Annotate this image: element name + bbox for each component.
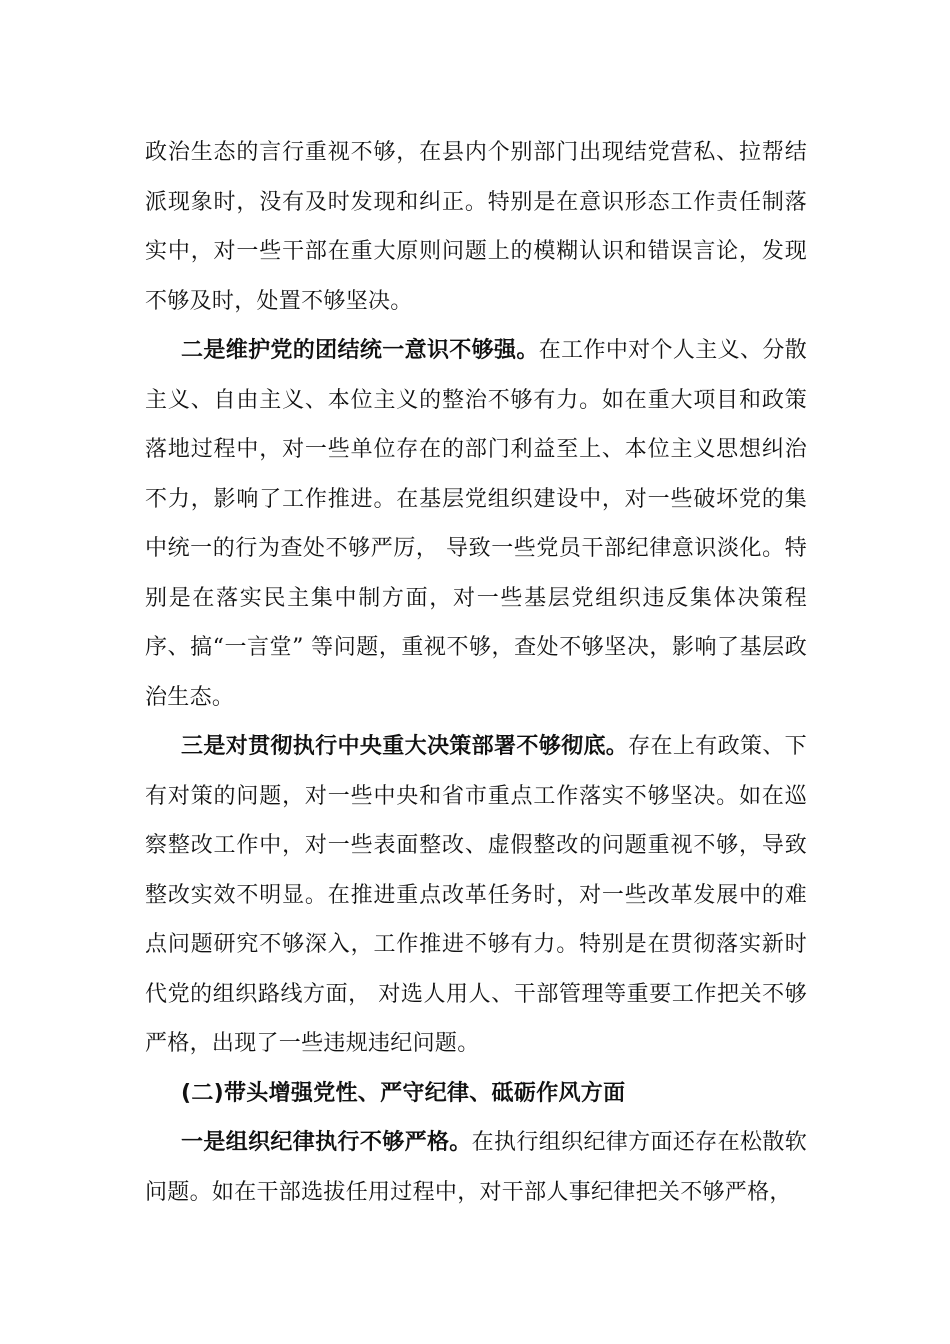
section-heading-text: (二)带头增强党性、严守纪律、砥砺作风方面 [181, 1080, 626, 1106]
paragraph-continuation [145, 128, 807, 326]
document-body [145, 128, 807, 1217]
paragraph-lead: 二是维护党的团结统一意识不够强。 [181, 337, 539, 363]
paragraph-lead: 三是对贯彻执行中央重大决策部署不够彻底。 [181, 733, 629, 759]
paragraph-text: 在执行组织纪律方面还存在松散软问题。如在干部选拔任用过程中，对干部人事纪律把关不够严格， [145, 1130, 807, 1205]
paragraph-unity-awareness [145, 326, 807, 722]
paragraph-text: 政治生态的言行重视不够，在县内个别部门出现结党营私、拉帮结派现象时，没有及时发现和纠正。特别是在意识形态工作责任制落实中，对一些干部在重大原则问题上的模糊认识和错误言论，发现不够及时，处置不够坚决。 [145, 140, 807, 314]
section-heading [145, 1069, 807, 1119]
paragraph-text: 在工作中对个人主义、分散主义、自由主义、本位主义的整治不够有力。如在重大项目和政策落地过程中，对一些单位存在的部门利益至上、本位主义思想纠治不力，影响了工作推进。在基层党组织建设中，对一些破坏党的集中统一的行为查处不够严厉， 导致一些党员干部纪律意识淡化。特别是在落实民主集中制方面，对一些基层党组织违反集体决策程序、搞“一言堂” 等问题，重视不够，查处不够坚决，影响了基层政治生态。 [145, 338, 807, 710]
paragraph-organizational-discipline [145, 1118, 807, 1217]
paragraph-lead: 一是组织纪律执行不够严格。 [181, 1129, 472, 1155]
paragraph-text: 存在上有政策、下有对策的问题，对一些中央和省市重点工作落实不够坚决。如在巡察整改工作中，对一些表面整改、虚假整改的问题重视不够，导致整改实效不明显。在推进重点改革任务时，对一些改革发展中的难点问题研究不够深入，工作推进不够有力。特别是在贯彻落实新时代党的组织路线方面， 对选人用人、干部管理等重要工作把关不够严格，出现了一些违规违纪问题。 [145, 734, 807, 1056]
paragraph-central-decisions [145, 722, 807, 1069]
